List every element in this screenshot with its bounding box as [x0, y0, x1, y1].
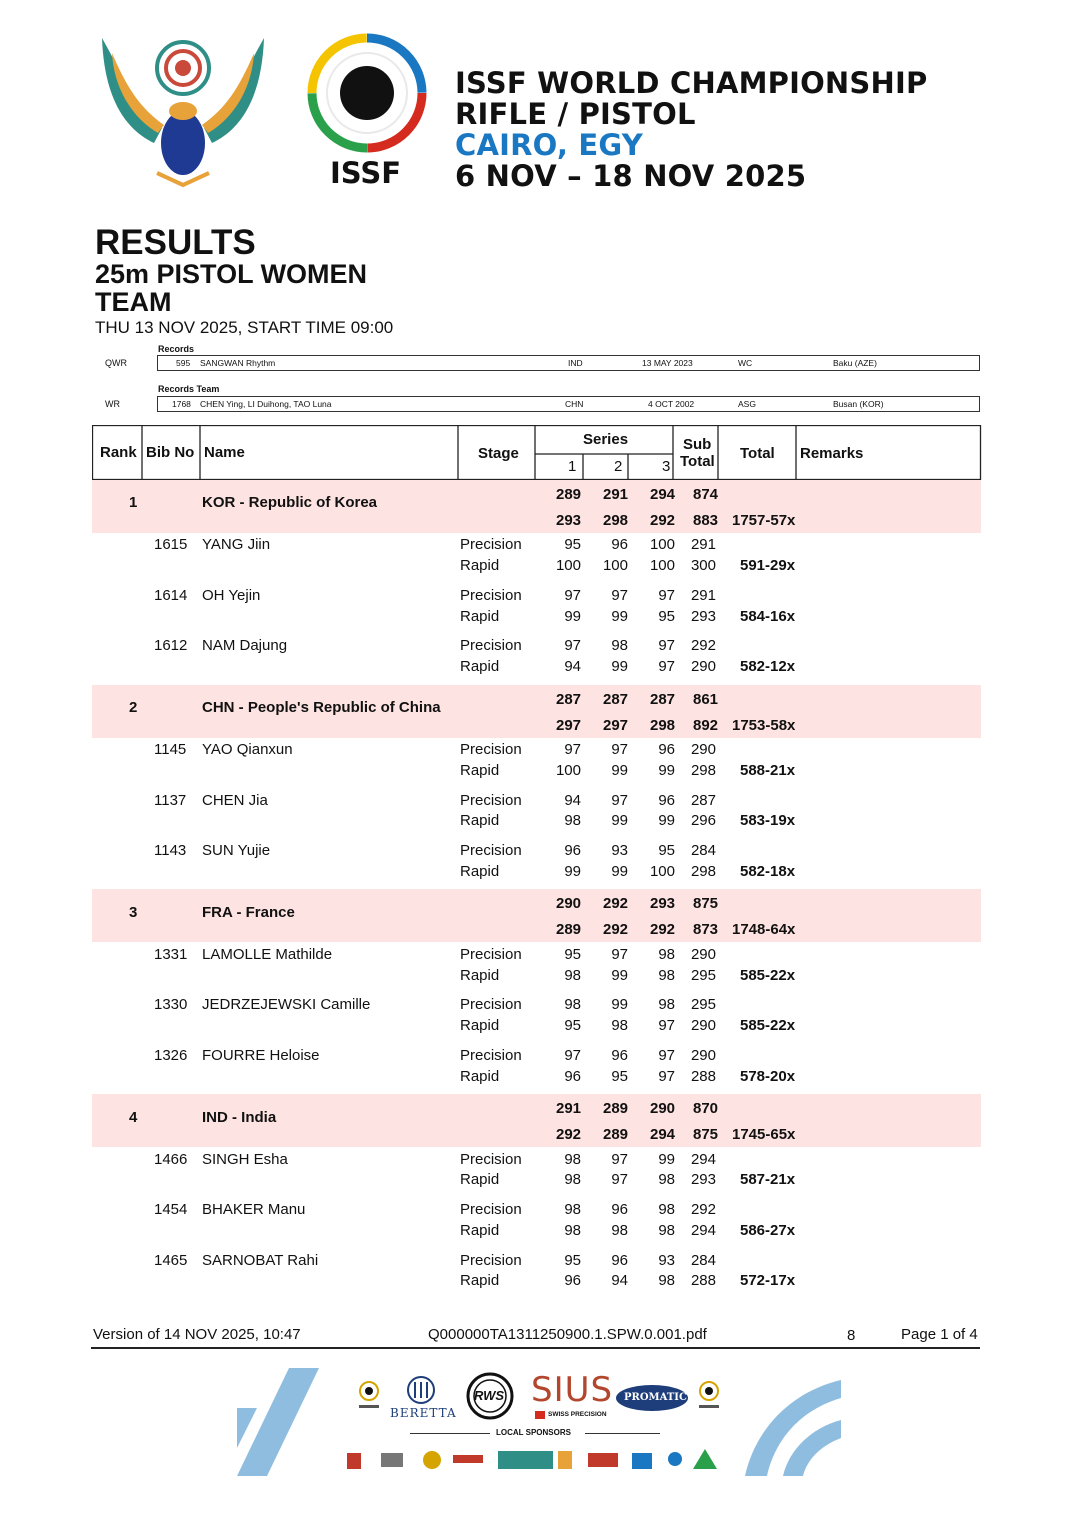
score-cell: 97: [564, 1047, 581, 1064]
score-cell: 100: [555, 557, 581, 574]
score-cell: 96: [564, 842, 581, 859]
score-cell: 98: [564, 967, 581, 984]
team-subtotal: 875: [693, 1126, 719, 1143]
subtotal-cell: 298: [690, 863, 716, 880]
team-series-3: 292: [650, 512, 676, 529]
results-title-block: [95, 223, 394, 340]
team-series-1: 290: [556, 895, 582, 912]
event-datetime: THU 13 NOV 2025, START TIME 09:00: [95, 318, 394, 337]
subtotal-cell: 296: [690, 812, 716, 829]
team-series-2: 292: [603, 895, 629, 912]
athlete-bib: 1331: [154, 946, 188, 963]
athlete-bib: 1143: [154, 842, 187, 859]
team-total: 1753-58x: [732, 717, 796, 734]
page-indicator: Page 1 of 4: [901, 1326, 978, 1343]
wr-names: CHEN Ying, LI Duihong, TAO Luna: [200, 399, 332, 409]
score-cell: 98: [564, 1171, 581, 1188]
team-series-2: 292: [603, 921, 629, 938]
score-cell: 98: [658, 996, 675, 1013]
team-series-2: 287: [603, 691, 629, 708]
promatic-wordmark: PROMATIC: [624, 1392, 687, 1403]
team-series-3: 293: [650, 895, 676, 912]
score-cell: 96: [611, 1252, 628, 1269]
local-sponsors-rule-right: [585, 1433, 660, 1434]
athlete-name: OH Yejin: [202, 587, 261, 604]
score-cell: 99: [564, 608, 581, 625]
subtotal-cell: 288: [690, 1068, 716, 1085]
stage-precision: Precision: [460, 1047, 522, 1064]
score-cell: 99: [611, 996, 628, 1013]
team-total: 1748-64x: [732, 921, 796, 938]
score-cell: 98: [658, 1201, 675, 1218]
stage-precision: Precision: [460, 536, 522, 553]
athlete-total: 586-27x: [740, 1222, 796, 1239]
score-cell: 97: [611, 1171, 628, 1188]
championship-location: CAIRO, EGY: [455, 128, 643, 162]
team-subtotal: 861: [693, 691, 719, 708]
athlete-bib: 1612: [154, 637, 188, 654]
athlete-total: 582-12x: [740, 658, 796, 675]
team-series-1: 289: [556, 486, 582, 503]
header-subtotal-line2: Total: [680, 453, 715, 470]
score-cell: 98: [611, 1017, 628, 1034]
team-name: CHN - People's Republic of China: [202, 699, 441, 716]
team-series-2: 291: [603, 486, 629, 503]
athlete-name: NAM Dajung: [202, 637, 288, 654]
team-series-1: 287: [556, 691, 582, 708]
qwr-nation: IND: [568, 358, 583, 368]
team-series-1: 291: [556, 1100, 582, 1117]
score-cell: 93: [658, 1252, 675, 1269]
athlete-bib: 1615: [154, 536, 188, 553]
issf-target-logo: [305, 33, 430, 158]
score-cell: 95: [658, 842, 675, 859]
score-cell: 96: [611, 536, 628, 553]
score-cell: 97: [611, 741, 628, 758]
stage-rapid: Rapid: [460, 557, 500, 574]
score-cell: 100: [555, 762, 581, 779]
team-subtotal: 870: [693, 1100, 719, 1117]
subtotal-cell: 284: [690, 842, 716, 859]
stage-rapid: Rapid: [460, 863, 500, 880]
team-total: 1745-65x: [732, 1126, 796, 1143]
team-name: FRA - France: [202, 904, 295, 921]
athlete-total: 584-16x: [740, 608, 796, 625]
stage-precision: Precision: [460, 587, 522, 604]
score-cell: 99: [658, 762, 675, 779]
team-subtotal: 874: [693, 486, 719, 503]
score-cell: 98: [658, 1222, 675, 1239]
athlete-name: FOURRE Heloise: [202, 1047, 320, 1064]
score-cell: 97: [564, 741, 581, 758]
championship-dates: 6 NOV – 18 NOV 2025: [455, 159, 807, 193]
header-series-2: 2: [614, 458, 623, 475]
stage-precision: Precision: [460, 842, 522, 859]
results-heading: RESULTS: [95, 223, 256, 262]
score-cell: 98: [658, 946, 675, 963]
athlete-total: 588-21x: [740, 762, 796, 779]
stage-rapid: Rapid: [460, 1222, 500, 1239]
athlete-total: 572-17x: [740, 1272, 796, 1289]
score-cell: 97: [564, 587, 581, 604]
stage-rapid: Rapid: [460, 608, 500, 625]
athlete-bib: 1454: [154, 1201, 188, 1218]
qwr-record-row: [157, 355, 980, 371]
score-cell: 98: [564, 812, 581, 829]
athlete-bib: 1137: [154, 792, 187, 809]
sius-wordmark: SIUS: [531, 1370, 614, 1410]
local-sponsors-rule-left: [410, 1433, 490, 1434]
score-cell: 100: [602, 557, 628, 574]
subtotal-cell: 291: [690, 536, 716, 553]
athlete-total: 585-22x: [740, 1017, 796, 1034]
team-series-1: 289: [556, 921, 582, 938]
score-cell: 97: [611, 587, 628, 604]
subtotal-cell: 293: [690, 608, 716, 625]
score-cell: 95: [564, 1252, 581, 1269]
issf-platinum-sponsor-icon: [356, 1380, 382, 1414]
wr-event: ASG: [738, 399, 756, 409]
qwr-name: SANGWAN Rhythm: [200, 358, 276, 368]
team-series-3: 294: [650, 1126, 676, 1143]
stage-precision: Precision: [460, 1151, 522, 1168]
stage-precision: Precision: [460, 1201, 522, 1218]
wr-nation: CHN: [565, 399, 584, 409]
qwr-event: WC: [738, 358, 753, 368]
beretta-wordmark: BERETTA: [390, 1406, 457, 1420]
score-cell: 98: [658, 967, 675, 984]
score-cell: 95: [564, 1017, 581, 1034]
score-cell: 93: [611, 842, 628, 859]
team-series-2: 298: [603, 512, 629, 529]
score-cell: 99: [611, 967, 628, 984]
stage-precision: Precision: [460, 996, 522, 1013]
header-subtotal-line1: Sub: [683, 436, 712, 453]
athlete-name: YANG Jiin: [202, 536, 271, 553]
team-subtotal: 883: [693, 512, 719, 529]
athlete-bib: 1330: [154, 996, 188, 1013]
records-label: Records: [158, 344, 195, 354]
championship-emblem-logo: [92, 33, 274, 188]
athlete-name: SARNOBAT Rahi: [202, 1252, 319, 1269]
qwr-code: QWR: [105, 358, 127, 368]
team-series-1: 293: [556, 512, 582, 529]
score-cell: 97: [611, 792, 628, 809]
athlete-name: LAMOLLE Mathilde: [202, 946, 333, 963]
subtotal-cell: 292: [690, 637, 716, 654]
stage-rapid: Rapid: [460, 1272, 500, 1289]
score-cell: 99: [564, 863, 581, 880]
wr-place: Busan (KOR): [833, 399, 884, 409]
score-cell: 94: [611, 1272, 628, 1289]
score-cell: 97: [611, 946, 628, 963]
team-subtotal: 892: [693, 717, 719, 734]
wr-code: WR: [105, 399, 120, 409]
score-cell: 97: [658, 658, 675, 675]
team-subtotal: 873: [693, 921, 719, 938]
subtotal-cell: 290: [690, 658, 716, 675]
score-cell: 95: [564, 946, 581, 963]
team-series-3: 292: [650, 921, 676, 938]
wr-date: 4 OCT 2002: [648, 399, 695, 409]
team-series-2: 297: [603, 717, 629, 734]
championship-title-block: [455, 68, 927, 192]
score-cell: 94: [564, 658, 581, 675]
team-series-3: 294: [650, 486, 676, 503]
athlete-bib: 1465: [154, 1252, 188, 1269]
header-series-3: 3: [662, 458, 671, 475]
subtotal-cell: 290: [690, 1017, 716, 1034]
header-bib: Bib No: [146, 444, 195, 461]
score-cell: 98: [658, 1272, 675, 1289]
score-cell: 94: [564, 792, 581, 809]
athlete-total: 578-20x: [740, 1068, 796, 1085]
subtotal-cell: 300: [690, 557, 716, 574]
score-cell: 98: [564, 1222, 581, 1239]
championship-line1: ISSF WORLD CHAMPIONSHIP: [455, 66, 928, 100]
left-stripe-decoration: [237, 1368, 319, 1476]
report-number: 8: [847, 1327, 856, 1344]
stage-precision: Precision: [460, 1252, 522, 1269]
score-cell: 98: [611, 637, 628, 654]
athlete-name: YAO Qianxun: [202, 741, 293, 758]
version-text: Version of 14 NOV 2025, 10:47: [93, 1326, 301, 1343]
team-rank: 2: [129, 699, 138, 716]
athlete-name: SUN Yujie: [202, 842, 271, 859]
team-rank: 4: [129, 1109, 138, 1126]
score-cell: 99: [611, 812, 628, 829]
athlete-name: JEDRZEJEWSKI Camille: [202, 996, 371, 1013]
filename-text: Q000000TA1311250900.1.SPW.0.001.pdf: [428, 1326, 707, 1343]
stage-precision: Precision: [460, 792, 522, 809]
stage-rapid: Rapid: [460, 1068, 500, 1085]
subtotal-cell: 290: [690, 1047, 716, 1064]
athlete-bib: 1466: [154, 1151, 188, 1168]
wr-record-row: [157, 396, 980, 412]
issf-platinum-sponsor-icon: [696, 1380, 722, 1414]
athlete-total: 582-18x: [740, 863, 796, 880]
issf-wordmark: ISSF: [330, 156, 402, 190]
score-cell: 96: [611, 1201, 628, 1218]
local-sponsors-label: LOCAL SPONSORS: [496, 1428, 571, 1437]
athlete-total: 583-19x: [740, 812, 796, 829]
stage-precision: Precision: [460, 741, 522, 758]
subtotal-cell: 294: [690, 1222, 716, 1239]
team-series-1: 297: [556, 717, 582, 734]
sius-tagline: SWISS PRECISION: [548, 1411, 607, 1418]
score-cell: 98: [564, 1151, 581, 1168]
score-cell: 96: [658, 741, 675, 758]
score-cell: 97: [658, 637, 675, 654]
beretta-logo-icon: [403, 1376, 439, 1406]
qwr-date: 13 MAY 2023: [642, 358, 693, 368]
subtotal-cell: 295: [690, 967, 716, 984]
stage-rapid: Rapid: [460, 1171, 500, 1188]
event-category: TEAM: [95, 287, 172, 317]
wr-score: 1768: [172, 399, 191, 409]
header-total: Total: [740, 445, 775, 462]
header-name: Name: [204, 444, 245, 461]
stage-rapid: Rapid: [460, 762, 500, 779]
score-cell: 97: [658, 1047, 675, 1064]
right-stripe-decoration: [745, 1380, 841, 1476]
athlete-bib: 1614: [154, 587, 188, 604]
score-cell: 96: [564, 1068, 581, 1085]
athlete-bib: 1326: [154, 1047, 188, 1064]
team-rank: 3: [129, 904, 138, 921]
team-subtotal: 875: [693, 895, 719, 912]
team-rank: 1: [129, 494, 138, 511]
team-series-3: 298: [650, 717, 676, 734]
score-cell: 96: [564, 1272, 581, 1289]
subtotal-cell: 293: [690, 1171, 716, 1188]
header-stage: Stage: [478, 445, 519, 462]
score-cell: 99: [658, 812, 675, 829]
score-cell: 95: [564, 536, 581, 553]
score-cell: 99: [611, 762, 628, 779]
score-cell: 97: [658, 1068, 675, 1085]
team-name: KOR - Republic of Korea: [202, 494, 378, 511]
score-cell: 95: [658, 608, 675, 625]
team-series-1: 292: [556, 1126, 582, 1143]
score-cell: 99: [611, 863, 628, 880]
athlete-bib: 1145: [154, 741, 187, 758]
score-cell: 100: [649, 536, 675, 553]
subtotal-cell: 295: [690, 996, 716, 1013]
swiss-flag-icon: [535, 1411, 545, 1419]
score-cell: 99: [611, 658, 628, 675]
score-cell: 99: [658, 1151, 675, 1168]
subtotal-cell: 290: [690, 946, 716, 963]
championship-line2: RIFLE / PISTOL: [455, 97, 696, 131]
header-series-1: 1: [568, 458, 577, 475]
subtotal-cell: 287: [690, 792, 716, 809]
stage-precision: Precision: [460, 637, 522, 654]
score-cell: 97: [564, 637, 581, 654]
athlete-name: CHEN Jia: [202, 792, 268, 809]
score-cell: 99: [611, 608, 628, 625]
athlete-name: SINGH Esha: [202, 1151, 288, 1168]
score-cell: 100: [649, 863, 675, 880]
score-cell: 98: [564, 996, 581, 1013]
score-cell: 95: [611, 1068, 628, 1085]
score-cell: 98: [564, 1201, 581, 1218]
subtotal-cell: 298: [690, 762, 716, 779]
header-remarks: Remarks: [800, 445, 864, 462]
qwr-score: 595: [176, 358, 191, 368]
subtotal-cell: 294: [690, 1151, 716, 1168]
subtotal-cell: 291: [690, 587, 716, 604]
header-series: Series: [583, 431, 629, 448]
athlete-total: 587-21x: [740, 1171, 796, 1188]
athlete-total: 591-29x: [740, 557, 796, 574]
team-series-3: 287: [650, 691, 676, 708]
stage-rapid: Rapid: [460, 967, 500, 984]
athlete-name: BHAKER Manu: [202, 1201, 306, 1218]
subtotal-cell: 284: [690, 1252, 716, 1269]
score-cell: 97: [611, 1151, 628, 1168]
score-cell: 96: [611, 1047, 628, 1064]
team-name: IND - India: [202, 1109, 277, 1126]
score-cell: 98: [658, 1171, 675, 1188]
event-name: 25m PISTOL WOMEN: [95, 259, 368, 289]
subtotal-cell: 292: [690, 1201, 716, 1218]
subtotal-cell: 288: [690, 1272, 716, 1289]
score-cell: 98: [611, 1222, 628, 1239]
subtotal-cell: 290: [690, 741, 716, 758]
score-cell: 96: [658, 792, 675, 809]
header-rank: Rank: [100, 444, 137, 461]
team-series-2: 289: [603, 1100, 629, 1117]
footer-divider: [91, 1347, 980, 1349]
qwr-place: Baku (AZE): [833, 358, 877, 368]
team-series-2: 289: [603, 1126, 629, 1143]
rws-wordmark: RWS: [474, 1388, 505, 1403]
score-cell: 97: [658, 1017, 675, 1034]
stage-rapid: Rapid: [460, 658, 500, 675]
stage-rapid: Rapid: [460, 1017, 500, 1034]
stage-rapid: Rapid: [460, 812, 500, 829]
team-series-3: 290: [650, 1100, 676, 1117]
score-cell: 100: [649, 557, 675, 574]
stage-precision: Precision: [460, 946, 522, 963]
team-total: 1757-57x: [732, 512, 796, 529]
local-sponsor-logos-row: [345, 1445, 725, 1473]
athlete-total: 585-22x: [740, 967, 796, 984]
score-cell: 97: [658, 587, 675, 604]
records-team-label: Records Team: [158, 384, 220, 394]
